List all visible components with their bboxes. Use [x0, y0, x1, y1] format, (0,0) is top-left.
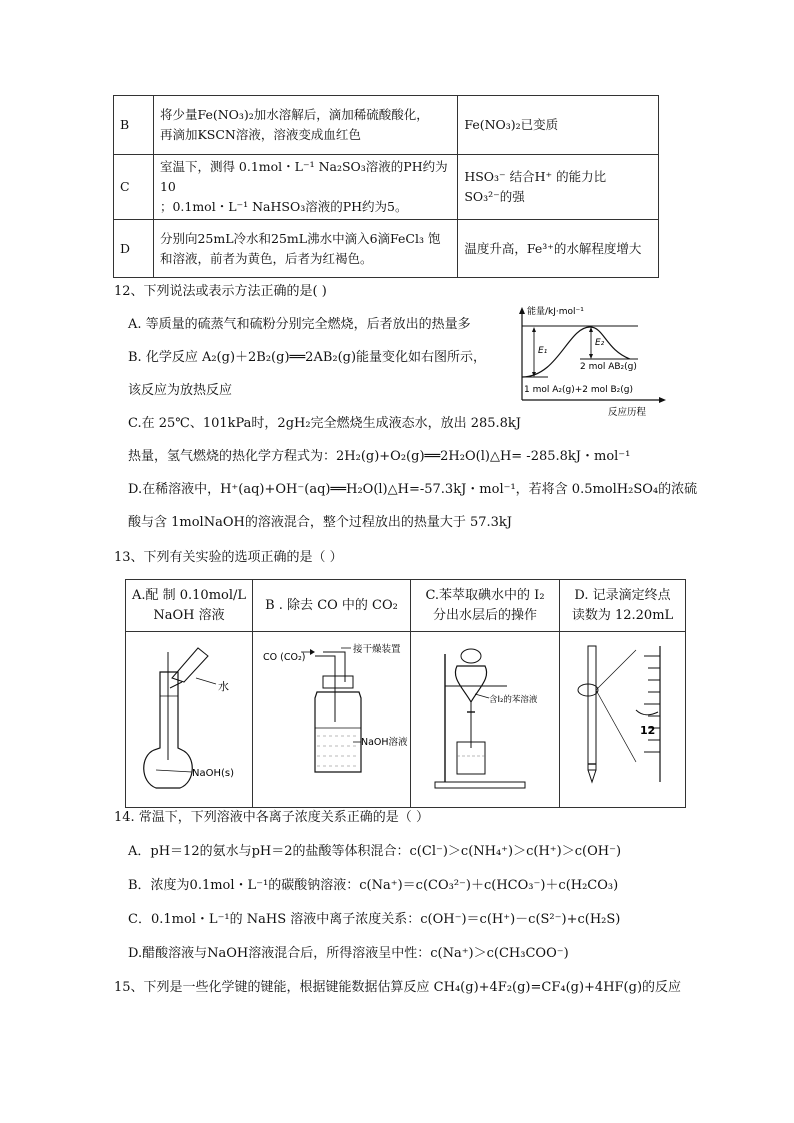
separatory-funnel-figure — [411, 632, 559, 800]
bottle — [315, 692, 361, 772]
row-description: 室温下，测得 0.1mol・L⁻¹ Na₂SO₃溶液的PH约为10 ；0.1mol・L⁻¹ NaHSO₃溶液的PH约为5。 — [153, 155, 457, 220]
naoh-solid-label: NaOH(s) — [192, 768, 235, 779]
gas-inlet-label: CO (CO₂) — [263, 652, 306, 663]
scale-tick-label: 12 — [640, 724, 656, 737]
header-c: C.苯萃取碘水中的 I₂ 分出水层后的操作 — [411, 580, 560, 632]
volumetric-flask-figure — [126, 632, 252, 800]
e1-label: E₁ — [538, 346, 548, 356]
q12-option-d-line1: D.在稀溶液中，H⁺(aq)+OH⁻(aq)══H₂O(l)△H=-57.3kJ・mol⁻¹，若将含 0.5molH₂SO₄的浓硫 — [128, 482, 698, 497]
inlet-tube — [315, 656, 335, 722]
row-label: C — [114, 155, 154, 220]
q13-table — [125, 579, 686, 808]
q12-option-b-line2: 该反应为放热反应 — [128, 383, 233, 398]
table-row — [114, 155, 659, 220]
benzene-pointer — [475, 694, 489, 698]
pour-stream — [170, 682, 182, 688]
solid-pointer — [156, 770, 192, 772]
row-description: 分别向25mL冷水和25mL沸水中滴入6滴FeCl₃ 饱 和溶液，前者为黄色，后者为红褐色。 — [153, 220, 457, 278]
dryer-label: 接干燥装置 — [353, 644, 401, 655]
q12-option-d-line2: 酸与含 1molNaOH的溶液混合，整个过程放出的热量大于 57.3kJ — [128, 515, 513, 530]
q14-option-b: B．浓度为0.1mol・L⁻¹的碳酸钠溶液：c(Na⁺)＝c(CO₃²⁻)＋c(HCO₃⁻)＋c(H₂CO₃) — [128, 878, 619, 893]
q12-option-a: A. 等质量的硫蒸气和硫粉分别完全燃烧，后者放出的热量多 — [128, 317, 471, 332]
water-pointer — [196, 678, 216, 684]
q11-table — [113, 95, 659, 278]
q14-stem: 14. 常温下，下列溶液中各离子浓度关系正确的是（ ） — [114, 810, 429, 825]
beaker — [172, 648, 208, 682]
funnel-body — [455, 666, 486, 702]
q12-option-c-line1: C.在 25℃、101kPa时，2gH₂完全燃烧生成液态水，放出 285.8kJ — [128, 416, 522, 431]
table-row — [126, 580, 686, 632]
reactant-label: 1 mol A₂(g)+2 mol B₂(g) — [524, 385, 634, 395]
header-d: D. 记录滴定终点 读数为 12.20mL — [560, 580, 686, 632]
figure-c — [411, 632, 560, 808]
energy-axis-arrow — [519, 307, 525, 314]
progress-axis-label: 反应历程 — [608, 407, 647, 418]
e2-arrowhead-bottom — [589, 354, 593, 359]
sightline-lower — [596, 690, 636, 762]
figure-b — [253, 632, 411, 808]
water-label: 水 — [218, 680, 229, 693]
q13-stem: 13、下列有关实验的选项正确的是（ ） — [114, 550, 343, 565]
table-row — [114, 96, 659, 155]
stopper — [323, 676, 353, 688]
gas-washing-figure — [253, 632, 410, 800]
table-row — [126, 632, 686, 808]
row-label: D — [114, 220, 154, 278]
row-label: B — [114, 96, 154, 155]
row-conclusion: HSO₃⁻ 结合H⁺ 的能力比 SO₃²⁻的强 — [458, 155, 659, 220]
meniscus — [636, 710, 658, 715]
burette-tube — [588, 646, 596, 770]
q14-option-d: D.醋酸溶液与NaOH溶液混合后，所得溶液呈中性：c(Na⁺)＞c(CH₃COO⁻) — [128, 946, 569, 961]
header-b: B . 除去 CO 中的 CO₂ — [253, 580, 411, 632]
q15-stem: 15、下列是一些化学键的键能，根据键能数据估算反应 CH₄(g)+4F₂(g)=CF₄(g)+4HF(g)的反应 — [114, 980, 682, 995]
iron-stand-base — [435, 782, 525, 788]
product-label: 2 mol AB₂(g) — [580, 362, 637, 372]
row-conclusion: Fe(NO₃)₂已变质 — [458, 96, 659, 155]
burette-figure — [560, 632, 685, 800]
row-description: 将少量Fe(NO₃)₂加水溶解后，滴加稀硫酸酸化， 再滴加KSCN溶液，溶液变成血红色 — [153, 96, 457, 155]
progress-axis-arrow — [659, 397, 666, 403]
energy-axis-label: 能量/kJ·mol⁻¹ — [527, 307, 584, 317]
scale-ticks — [644, 656, 660, 752]
q12-option-c-line2: 热量，氢气燃烧的热化学方程式为：2H₂(g)+O₂(g)══2H₂O(l)△H= -285.8kJ・mol⁻¹ — [128, 449, 631, 464]
benzene-iodine-label: 含I₂的苯溶液 — [489, 695, 538, 705]
naoh-solution-label: NaOH溶液 — [361, 737, 408, 748]
sightline-upper — [596, 650, 636, 690]
q12-stem: 12、下列说法或表示方法正确的是( ) — [114, 284, 327, 299]
figure-a — [126, 632, 253, 808]
row-conclusion: 温度升高，Fe³⁺的水解程度增大 — [458, 220, 659, 278]
inlet-arrowhead — [310, 649, 315, 655]
energy-diagram — [508, 305, 668, 420]
funnel-top — [461, 649, 481, 663]
q14-option-c: C．0.1mol・L⁻¹的 NaHS 溶液中离子浓度关系：c(OH⁻)＝c(H⁺)－c(S²⁻)+c(H₂S) — [128, 912, 621, 927]
q14-option-a: A．pH＝12的氨水与pH＝2的盐酸等体积混合：c(Cl⁻)＞c(NH₄⁺)＞c(H⁺)＞c(OH⁻) — [128, 844, 622, 859]
e2-label: E₂ — [595, 338, 605, 348]
header-a: A.配 制 0.10mol/L NaOH 溶液 — [126, 580, 253, 632]
figure-d — [560, 632, 686, 808]
q12-option-b-line1: B. 化学反应 A₂(g)＋2B₂(g)══2AB₂(g)能量变化如右图所示， — [128, 350, 487, 365]
table-row — [114, 220, 659, 278]
e1-arrowhead-top — [532, 327, 536, 332]
burette-tip — [588, 770, 596, 782]
